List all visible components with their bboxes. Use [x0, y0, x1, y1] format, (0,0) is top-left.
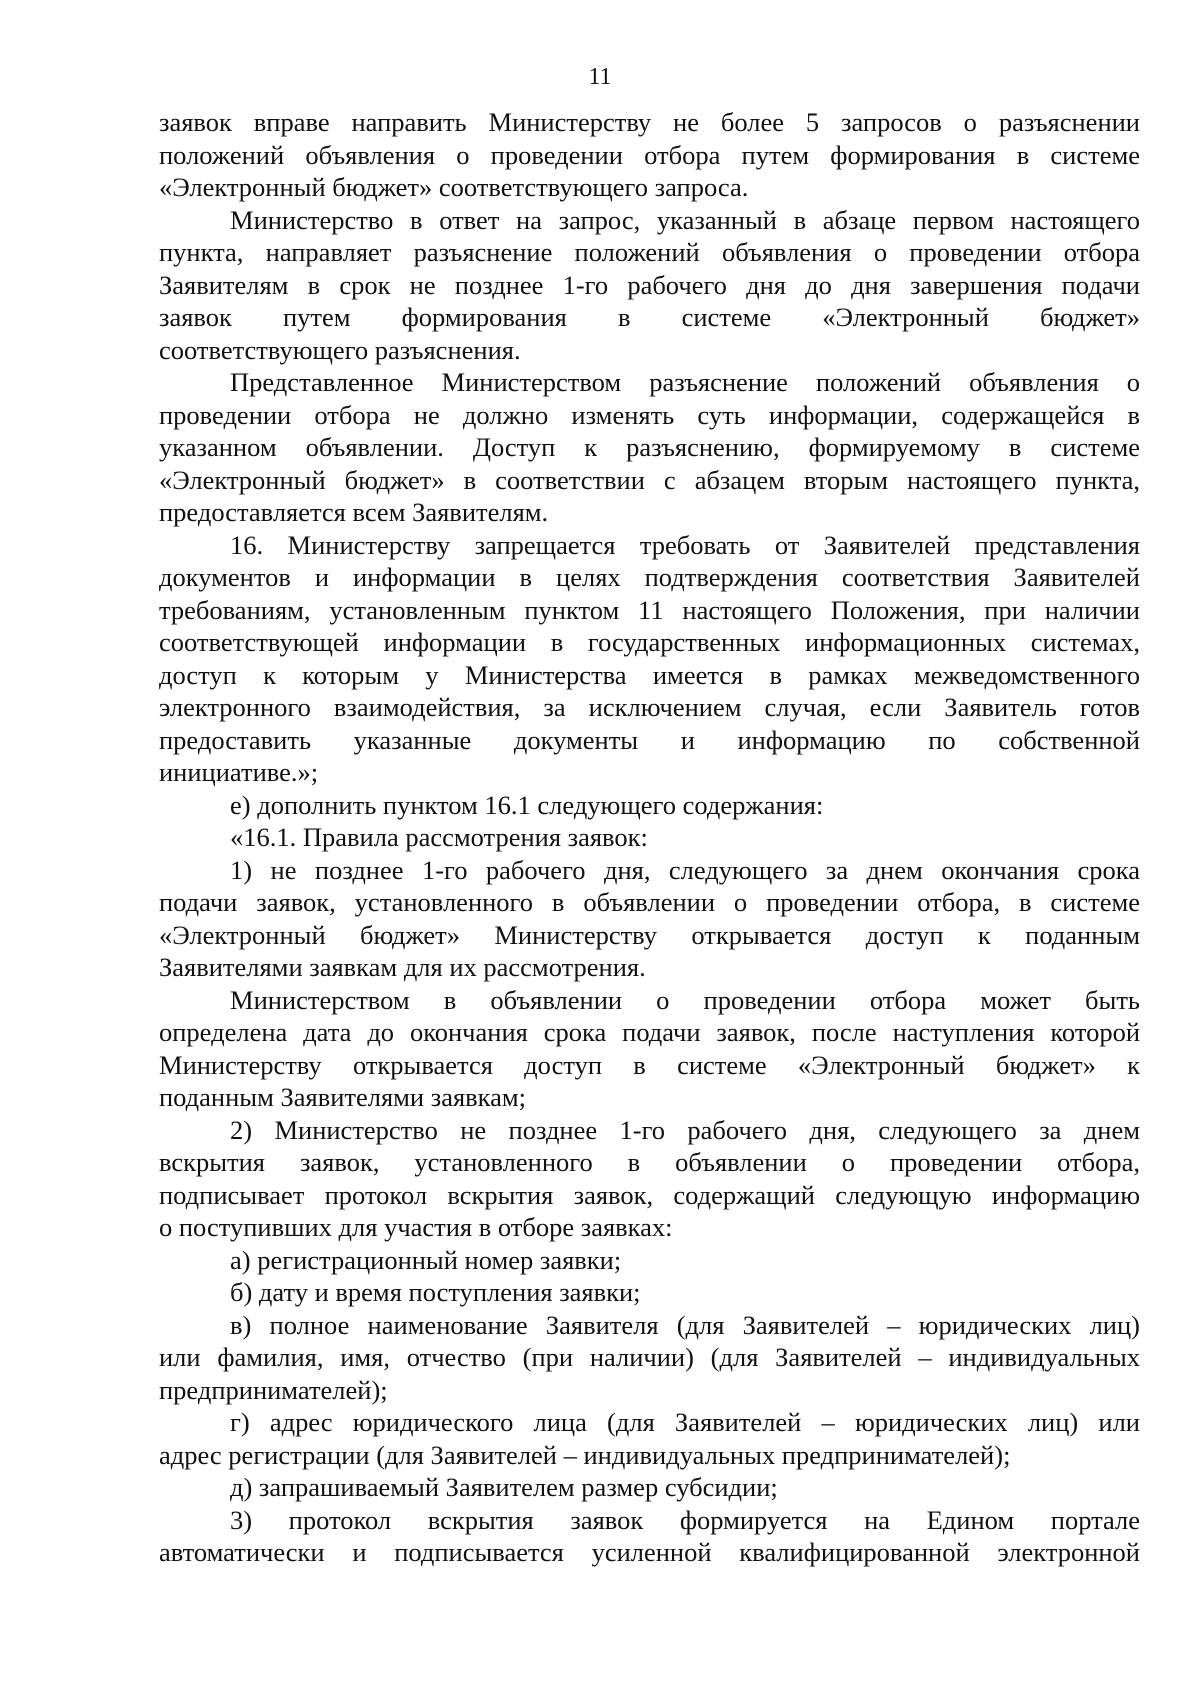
text-line: соответствующей информации в государственных информационных системах,: [159, 627, 1140, 657]
text-line: 3) протокол вскрытия заявок формируется на Едином портале: [230, 1504, 1140, 1535]
text-line: предоставить указанные документы и информацию по собственной: [159, 724, 1140, 755]
text-line: поданным Заявителями заявкам;: [159, 1082, 527, 1112]
page-number: 11: [588, 64, 612, 90]
text-line: определена дата до окончания срока подачи заявок, после наступления которой: [159, 1017, 1140, 1047]
text-line: указанном объявлении. Доступ к разъяснению, формируемому в системе: [159, 432, 1140, 462]
document-body: [159, 106, 1140, 1569]
text-line: электронного взаимодействия, за исключением случая, если Заявитель готов: [159, 692, 1140, 722]
text-line: д) запрашиваемый Заявителем размер субсидии;: [230, 1472, 778, 1502]
text-line: или фамилия, имя, отчество (при наличии) (для Заявителей – индивидуальных: [159, 1342, 1140, 1372]
text-line: предпринимателей);: [159, 1374, 388, 1405]
text-line: проведении отбора не должно изменять суть информации, содержащейся в: [159, 399, 1140, 430]
text-line: положений объявления о проведении отбора путем формирования в системе: [159, 139, 1140, 170]
text-line: «16.1. Правила рассмотрения заявок:: [230, 822, 648, 852]
text-line: Заявителями заявкам для их рассмотрения.: [159, 952, 646, 982]
text-line: инициативе.»;: [159, 757, 319, 787]
text-line: е) дополнить пунктом 16.1 следующего содержания:: [230, 789, 824, 820]
text-line: автоматически и подписывается усиленной квалифицированной электронной: [159, 1537, 1140, 1567]
text-line: о поступивших для участия в отборе заявках:: [159, 1212, 673, 1242]
text-line: «Электронный бюджет» в соответствии с абзацем вторым настоящего пункта,: [159, 464, 1140, 495]
text-line: в) полное наименование Заявителя (для Заявителей – юридических лиц): [230, 1309, 1140, 1340]
text-line: документов и информации в целях подтверждения соответствия Заявителей: [159, 562, 1140, 592]
text-line: подписывает протокол вскрытия заявок, содержащий следующую информацию: [159, 1179, 1140, 1210]
text-line: «Электронный бюджет» Министерству открывается доступ к поданным: [159, 919, 1140, 950]
text-line: 16. Министерству запрещается требовать от Заявителей представления: [230, 529, 1140, 560]
text-line: 2) Министерство не позднее 1-го рабочего дня, следующего за днем: [230, 1114, 1140, 1145]
text-line: вскрытия заявок, установленного в объявлении о проведении отбора,: [159, 1147, 1140, 1177]
text-line: заявок путем формирования в системе «Электронный бюджет»: [159, 302, 1140, 332]
text-line: доступ к которым у Министерства имеется в рамках межведомственного: [159, 659, 1140, 690]
text-line: Представленное Министерством разъяснение положений объявления о: [230, 367, 1140, 397]
text-line: заявок вправе направить Министерству не более 5 запросов о разъяснении: [159, 107, 1140, 137]
text-line: б) дату и время поступления заявки;: [230, 1277, 641, 1307]
text-line: адрес регистрации (для Заявителей – индивидуальных предпринимателей);: [159, 1439, 1011, 1470]
text-line: г) адрес юридического лица (для Заявителей – юридических лиц) или: [230, 1407, 1140, 1437]
text-line: «Электронный бюджет» соответствующего запроса.: [159, 172, 749, 202]
text-line: а) регистрационный номер заявки;: [230, 1244, 622, 1275]
text-line: Министерство в ответ на запрос, указанный в абзаце первом настоящего: [230, 204, 1140, 235]
text-line: 1) не позднее 1-го рабочего дня, следующего за днем окончания срока: [230, 854, 1140, 885]
text-line: подачи заявок, установленного в объявлении о проведении отбора, в системе: [159, 887, 1140, 917]
text-line: требованиям, установленным пунктом 11 настоящего Положения, при наличии: [159, 594, 1140, 625]
text-line: Министерству открывается доступ в системе «Электронный бюджет» к: [159, 1049, 1140, 1080]
text-line: соответствующего разъяснения.: [159, 334, 521, 365]
text-line: пункта, направляет разъяснение положений объявления о проведении отбора: [159, 237, 1140, 267]
text-line: предоставляется всем Заявителям.: [159, 497, 549, 527]
text-line: Заявителям в срок не позднее 1-го рабочего дня до дня завершения подачи: [159, 269, 1140, 300]
text-line: Министерством в объявлении о проведении отбора может быть: [230, 984, 1140, 1015]
